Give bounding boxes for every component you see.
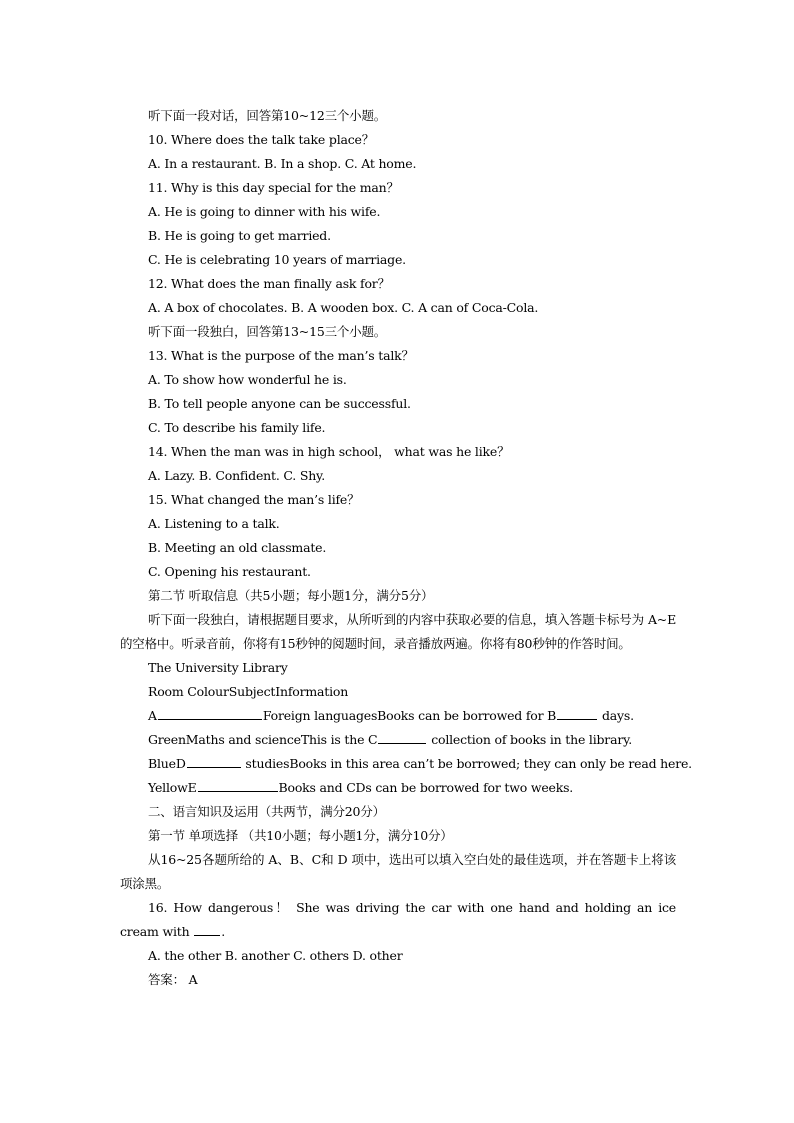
- table-title: The University Library: [148, 660, 288, 675]
- row-text: GreenMaths and scienceThis is the C: [148, 732, 378, 747]
- question-15-option-b: B. Meeting an old classmate.: [148, 540, 327, 555]
- question-12: 12. What does the man finally ask for？: [148, 276, 390, 291]
- question-15-option-a: A. Listening to a talk.: [148, 516, 280, 531]
- question-11-option-b: B. He is going to get married.: [148, 228, 331, 243]
- table-row: [120, 752, 692, 776]
- table-row: [120, 728, 676, 752]
- question-15: 15. What changed the man’s life？: [148, 492, 360, 507]
- question-13-option-a: A. To show how wonderful he is.: [148, 372, 347, 387]
- table-header: Room ColourSubjectInformation: [148, 684, 349, 699]
- question-14: 14. When the man was in high school， what was he like？: [148, 444, 510, 459]
- row-text: Foreign languagesBooks can be borrowed for B: [262, 708, 557, 723]
- question-13-option-c: C. To describe his family life.: [148, 420, 326, 435]
- row-text: YellowE: [148, 780, 197, 795]
- row-text: collection of books in the library.: [427, 732, 633, 747]
- section-heading: 第二节 听取信息（共5小题；每小题1分，满分5分）: [148, 588, 434, 603]
- question-13-option-b: B. To tell people anyone can be successful.: [148, 396, 411, 411]
- question-11-option-a: A. He is going to dinner with his wife.: [148, 204, 381, 219]
- part-heading: 二、语言知识及运用（共两节，满分20分）: [148, 804, 385, 819]
- table-row: [120, 776, 676, 800]
- row-text: Books and CDs can be borrowed for two weeks.: [278, 780, 574, 795]
- blank-line: [557, 706, 597, 720]
- row-text: days.: [598, 708, 634, 723]
- question-11-option-c: C. He is celebrating 10 years of marriage.: [148, 252, 406, 267]
- blank-line: [187, 754, 241, 768]
- row-text: BlueD: [148, 756, 186, 771]
- section-instruction: 听下面一段独白，回答第13~15三个小题。: [148, 324, 387, 339]
- section-instruction: 听下面一段对话，回答第10~12三个小题。: [148, 108, 387, 123]
- question-14-options: A. Lazy. B. Confident. C. Shy.: [148, 468, 326, 483]
- question-10-options: A. In a restaurant. B. In a shop. C. At home.: [148, 156, 417, 171]
- question-10: 10. Where does the talk take place？: [148, 132, 375, 147]
- question-15-option-c: C. Opening his restaurant.: [148, 564, 311, 579]
- instruction-paragraph: 从16~25各题所给的 A、B、C和 D 项中，选出可以填入空白处的最佳选项，并在答题卡上将该项涂黑。: [120, 852, 676, 891]
- question-16-text: 16. How dangerous！ She was driving the car with one hand and holding an ice cream with: [120, 900, 676, 939]
- question-13: 13. What is the purpose of the man’s talk？: [148, 348, 414, 363]
- blank-line: [158, 706, 262, 720]
- row-text: studiesBooks in this area can’t be borrowed; they can only be read here.: [241, 756, 692, 771]
- question-11: 11. Why is this day special for the man？: [148, 180, 399, 195]
- row-text: A: [148, 708, 157, 723]
- section-heading: 第一节 单项选择 （共10小题；每小题1分，满分10分）: [148, 828, 453, 843]
- blank-line: [198, 778, 278, 792]
- document-page: [120, 104, 692, 992]
- question-16-end: .: [221, 924, 225, 939]
- answer-label: 答案： A: [148, 972, 198, 987]
- blank-line: [194, 922, 220, 936]
- table-row: [120, 704, 676, 728]
- blank-line: [378, 730, 426, 744]
- question-12-options: A. A box of chocolates. B. A wooden box. C. A can of Coca-Cola.: [148, 300, 539, 315]
- question-16-options: A. the other B. another C. others D. other: [148, 948, 403, 963]
- instruction-paragraph: 听下面一段独白，请根据题目要求，从所听到的内容中获取必要的信息，填入答题卡标号为 A~E 的空格中。听录音前，你将有15秒钟的阅题时间，录音播放两遍。你将有80秒钟的作答时间。: [120, 612, 676, 651]
- question-16: [120, 896, 676, 944]
